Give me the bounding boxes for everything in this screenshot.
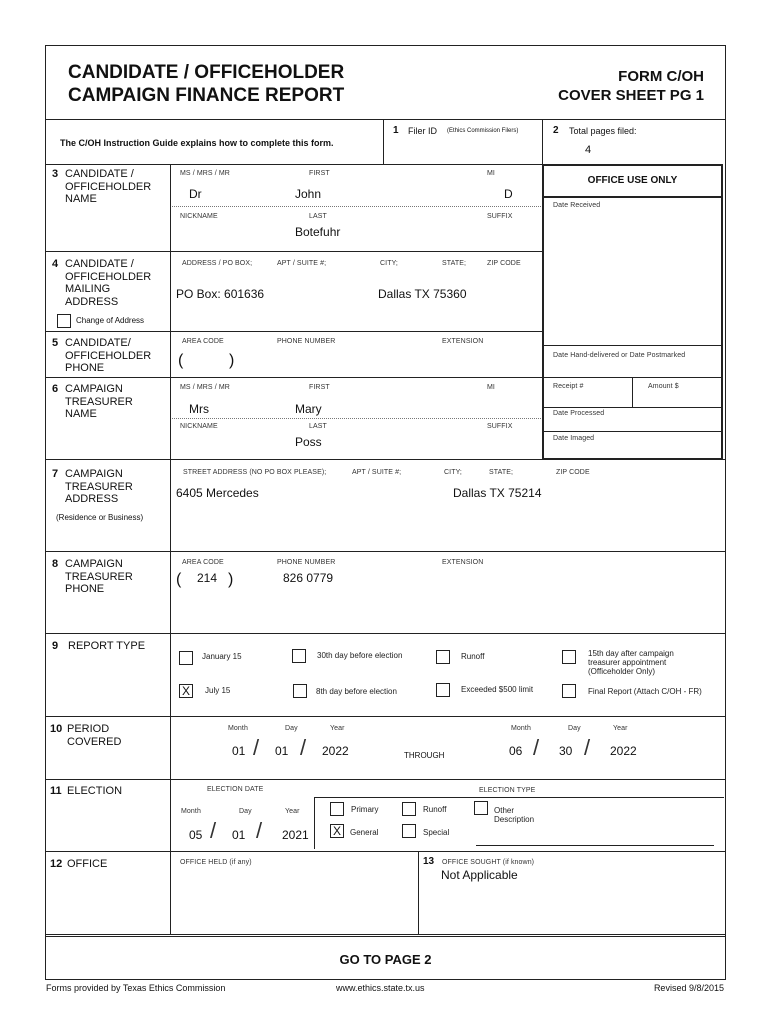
form-title-line1: CANDIDATE / OFFICEHOLDER <box>68 62 345 83</box>
candidate-prefix-field[interactable]: Dr <box>189 187 202 201</box>
period-from-day-field[interactable]: 01 <box>275 744 289 758</box>
section11-label-text: ELECTION <box>67 785 123 797</box>
office-use-divider-6 <box>542 431 723 432</box>
election-type-other-label <box>494 806 534 824</box>
s7-h-zip: ZIP CODE <box>556 469 590 476</box>
s3-h-last: LAST <box>309 213 327 220</box>
amount-label: Amount $ <box>648 383 679 390</box>
section11-num: 11 <box>50 785 62 797</box>
s4-h-apt: APT / SUITE #; <box>277 260 327 267</box>
office-use-title: OFFICE USE ONLY <box>587 175 678 186</box>
election-type-special-label: Special <box>423 828 450 837</box>
section9-label <box>52 640 146 653</box>
s6-h-last: LAST <box>309 423 327 430</box>
s3-h-nick: NICKNAME <box>180 213 218 220</box>
s7-h-street: STREET ADDRESS (NO PO BOX PLEASE); <box>183 469 327 476</box>
date-received-label: Date Received <box>553 202 601 209</box>
filer-id-note: (Ethics Commission Filers) <box>447 128 519 134</box>
report-type-runoff-checkbox[interactable] <box>436 650 450 664</box>
s5-h-phone: PHONE NUMBER <box>277 338 336 345</box>
total-pages-value: 4 <box>585 144 592 156</box>
period-from-sep2: / <box>300 735 307 760</box>
election-type-other-l1: Other <box>494 806 515 815</box>
section13-num: 13 <box>423 856 435 867</box>
section7-label <box>52 468 133 505</box>
period-through-label: THROUGH <box>404 751 445 760</box>
election-type-primary-label: Primary <box>351 805 379 814</box>
election-month-field[interactable]: 05 <box>189 828 203 842</box>
period-to-sep1: / <box>533 735 540 760</box>
report-type-30day-checkbox[interactable] <box>292 649 306 663</box>
divider-s8 <box>46 633 725 634</box>
office-use-divider-1 <box>542 196 723 198</box>
section3-label <box>52 168 152 205</box>
s10-from-h-month: Month <box>228 725 248 732</box>
office-use-divider-2 <box>542 345 723 346</box>
s6-h-nick: NICKNAME <box>180 423 218 430</box>
section8-label-l3: PHONE <box>65 583 105 595</box>
election-type-primary-checkbox[interactable] <box>330 802 344 816</box>
s7-h-city: CITY; <box>444 469 462 476</box>
section4-label-l4: ADDRESS <box>65 295 119 308</box>
report-type-final-checkbox[interactable] <box>562 684 576 698</box>
candidate-address-field[interactable]: PO Box: 601636 <box>176 287 265 301</box>
divider-s12-s13 <box>418 852 419 934</box>
divider-label-column <box>170 165 171 935</box>
report-type-15day-checkbox[interactable] <box>562 650 576 664</box>
section3-num: 3 <box>52 168 59 180</box>
period-from-month-field[interactable]: 01 <box>232 744 246 758</box>
s6-h-first: FIRST <box>309 384 330 391</box>
report-type-15day-l2: treasurer appointment <box>588 658 667 667</box>
section11-label <box>50 785 123 798</box>
s6-h-suffix: SUFFIX <box>487 423 513 430</box>
change-of-address-label: Change of Address <box>76 316 145 325</box>
report-type-15day-label <box>588 649 674 676</box>
report-type-exceeded-label: Exceeded $500 limit <box>461 685 534 694</box>
divider-s11-date-type <box>314 797 315 849</box>
s3-dotted-line <box>172 206 541 207</box>
s6-h-prefix: MS / MRS / MR <box>180 384 230 391</box>
election-type-general-checkbox[interactable]: X <box>330 824 344 838</box>
candidate-last-name-field[interactable]: Botefuhr <box>295 225 341 239</box>
section5-label-l1: CANDIDATE/ <box>65 337 131 349</box>
date-hand-label: Date Hand-delivered or Date Postmarked <box>553 352 686 359</box>
section3-label-l1: CANDIDATE / <box>65 168 134 180</box>
s10-from-h-day: Day <box>285 725 298 732</box>
section12-label-text: OFFICE <box>67 858 108 870</box>
footer-revised: Revised 9/8/2015 <box>653 983 724 993</box>
election-type-special-checkbox[interactable] <box>402 824 416 838</box>
s4-h-addr: ADDRESS / PO BOX; <box>182 260 253 267</box>
section5-label-l3: PHONE <box>65 362 105 374</box>
report-type-exceeded-checkbox[interactable] <box>436 683 450 697</box>
report-type-runoff-label: Runoff <box>461 652 485 661</box>
report-type-8day-label: 8th day before election <box>316 687 397 696</box>
s3-h-first: FIRST <box>309 170 330 177</box>
form-title-line2: CAMPAIGN FINANCE REPORT <box>68 85 345 106</box>
s8-h-phone: PHONE NUMBER <box>277 559 336 566</box>
election-other-description-line[interactable] <box>476 845 714 846</box>
section8-label <box>52 558 133 595</box>
s6-h-mi: MI <box>487 384 495 391</box>
section9-num: 9 <box>52 640 59 652</box>
report-type-jan15-checkbox[interactable] <box>179 651 193 665</box>
election-type-other-checkbox[interactable] <box>474 801 488 815</box>
s7-h-state: STATE; <box>489 469 514 476</box>
go-to-page-2: GO TO PAGE 2 <box>339 952 432 967</box>
s7-h-apt: APT / SUITE #; <box>352 469 402 476</box>
s11-h-day: Day <box>239 808 252 815</box>
section7-label-l2: TREASURER <box>65 480 133 493</box>
report-type-jan15-label: January 15 <box>202 652 242 661</box>
election-type-runoff-checkbox[interactable] <box>402 802 416 816</box>
section3-label-l3: NAME <box>65 193 97 205</box>
divider-s10 <box>46 779 725 780</box>
divider-s4 <box>46 331 543 332</box>
s4-h-state: STATE; <box>442 260 467 267</box>
section6-label-l3: NAME <box>65 408 97 420</box>
s8-paren-open: ( <box>176 571 182 588</box>
filer-id-label: Filer ID <box>408 126 437 136</box>
period-to-day-field[interactable]: 30 <box>559 744 573 758</box>
footer-url[interactable]: www.ethics.state.tx.us <box>336 983 425 993</box>
s3-h-suffix: SUFFIX <box>487 213 513 220</box>
s4-h-city: CITY; <box>380 260 398 267</box>
treasurer-first-name-field[interactable]: Mary <box>295 402 322 416</box>
section5-label <box>52 337 152 374</box>
divider-s9 <box>46 716 725 717</box>
report-type-8day-checkbox[interactable] <box>293 684 307 698</box>
section10-label-l1: PERIOD <box>67 723 110 735</box>
s5-h-area: AREA CODE <box>182 338 224 345</box>
office-sought-field[interactable]: Not Applicable <box>441 868 518 882</box>
section6-num: 6 <box>52 383 59 395</box>
section6-label-l1: CAMPAIGN <box>65 383 123 395</box>
report-type-30day-label: 30th day before election <box>317 651 403 660</box>
election-type-runoff-label: Runoff <box>423 805 447 814</box>
s11-h-date: ELECTION DATE <box>207 786 264 793</box>
s4-h-zip: ZIP CODE <box>487 260 521 267</box>
election-date-sep2: / <box>256 818 263 843</box>
candidate-first-name-field[interactable]: John <box>295 187 322 201</box>
divider-s11 <box>46 851 725 852</box>
filer-id-field[interactable] <box>384 121 541 164</box>
divider-s7 <box>46 551 725 552</box>
report-type-jul15-checkbox[interactable]: X <box>179 684 193 698</box>
s8-paren-close: ) <box>228 571 234 588</box>
divider-s3 <box>46 251 543 252</box>
divider-header <box>46 119 725 120</box>
form-id-line1: FORM C/OH <box>618 68 704 85</box>
period-from-year-field[interactable]: 2022 <box>322 744 349 758</box>
total-pages-field[interactable] <box>543 121 723 164</box>
divider-s11-date-top <box>314 797 724 798</box>
divider-s12 <box>46 934 725 937</box>
section4-num: 4 <box>52 258 59 270</box>
instruction-text: The C/OH Instruction Guide explains how to complete this form. <box>60 138 334 148</box>
section8-label-l2: TREASURER <box>65 570 133 583</box>
treasurer-street-field[interactable]: 6405 Mercedes <box>176 486 259 500</box>
s8-h-ext: EXTENSION <box>442 559 484 566</box>
section6-label-l2: TREASURER <box>65 395 133 408</box>
treasurer-phone-field[interactable]: 826 0779 <box>283 571 334 585</box>
election-type-general-label: General <box>350 828 379 837</box>
divider-s6 <box>46 459 725 460</box>
treasurer-area-code-field[interactable]: 214 <box>197 571 218 585</box>
s6-dotted-line <box>172 418 541 419</box>
section10-num: 10 <box>50 723 63 735</box>
s3-h-prefix: MS / MRS / MR <box>180 170 230 177</box>
election-year-field[interactable]: 2021 <box>282 828 309 842</box>
section3-label-l2: OFFICEHOLDER <box>65 180 152 193</box>
s10-from-h-year: Year <box>330 725 345 732</box>
s3-h-mi: MI <box>487 170 495 177</box>
s12-h-held: OFFICE HELD (if any) <box>180 859 252 866</box>
candidate-city-state-zip-field[interactable]: Dallas TX 75360 <box>378 287 467 301</box>
section7-label-l1: CAMPAIGN <box>65 468 123 480</box>
section9-label-text: REPORT TYPE <box>68 640 146 652</box>
office-use-divider-5 <box>542 407 723 408</box>
period-to-sep2: / <box>584 735 591 760</box>
section10-label <box>50 723 122 748</box>
section12-label <box>50 858 108 871</box>
candidate-mi-field[interactable]: D <box>504 187 513 201</box>
report-type-15day-l1: 15th day after campaign <box>588 649 674 658</box>
s5-paren-close: ) <box>229 352 235 369</box>
election-date-sep1: / <box>210 818 217 843</box>
section10-label-l2: COVERED <box>67 735 122 748</box>
s5-paren-open: ( <box>178 352 184 369</box>
receipt-label: Receipt # <box>553 383 584 390</box>
election-day-field[interactable]: 01 <box>232 828 246 842</box>
section4-label-l3: MAILING <box>65 283 111 295</box>
section4-label-l2: OFFICEHOLDER <box>65 270 152 283</box>
report-type-final-label: Final Report (Attach C/OH - FR) <box>588 687 702 696</box>
section4-label <box>52 258 152 308</box>
report-type-jul15-label: July 15 <box>205 686 231 695</box>
date-processed-label: Date Processed <box>553 410 605 417</box>
s11-h-year: Year <box>285 808 300 815</box>
section8-num: 8 <box>52 558 59 570</box>
s10-to-h-day: Day <box>568 725 581 732</box>
form-id-line2: COVER SHEET PG 1 <box>558 87 704 104</box>
s10-to-h-month: Month <box>511 725 531 732</box>
section5-num: 5 <box>52 337 59 349</box>
footer-provider: Forms provided by Texas Ethics Commission <box>46 983 226 993</box>
section4-label-l1: CANDIDATE / <box>65 258 134 270</box>
section5-label-l2: OFFICEHOLDER <box>65 349 152 362</box>
section7-label-l3: ADDRESS <box>65 493 119 505</box>
section12-num: 12 <box>50 858 63 870</box>
change-of-address-checkbox[interactable] <box>57 314 71 328</box>
s8-h-area: AREA CODE <box>182 559 224 566</box>
treasurer-city-state-zip-field[interactable]: Dallas TX 75214 <box>453 486 542 500</box>
report-type-15day-l3: (Officeholder Only) <box>588 667 655 676</box>
section7-label-note: (Residence or Business) <box>56 513 144 522</box>
section7-num: 7 <box>52 468 59 480</box>
section6-label <box>52 383 133 420</box>
section8-label-l1: CAMPAIGN <box>65 558 123 570</box>
office-use-divider-4 <box>632 377 633 407</box>
divider-s5 <box>46 377 543 378</box>
period-to-month-field[interactable]: 06 <box>509 744 523 758</box>
period-to-year-field[interactable]: 2022 <box>610 744 637 758</box>
treasurer-last-name-field[interactable]: Poss <box>295 435 322 449</box>
s11-h-type: ELECTION TYPE <box>479 787 536 794</box>
election-type-other-l2: Description <box>494 815 535 824</box>
s5-h-ext: EXTENSION <box>442 338 484 345</box>
total-pages-num: 2 <box>553 125 559 136</box>
s10-to-h-year: Year <box>613 725 628 732</box>
filer-id-num: 1 <box>393 125 399 136</box>
date-imaged-label: Date Imaged <box>553 435 595 442</box>
period-from-sep1: / <box>253 735 260 760</box>
s11-h-month: Month <box>181 808 201 815</box>
s13-h-sought: OFFICE SOUGHT (if known) <box>442 859 535 866</box>
divider-row1 <box>46 164 543 165</box>
treasurer-prefix-field[interactable]: Mrs <box>189 402 209 416</box>
total-pages-label: Total pages filed: <box>569 126 637 136</box>
